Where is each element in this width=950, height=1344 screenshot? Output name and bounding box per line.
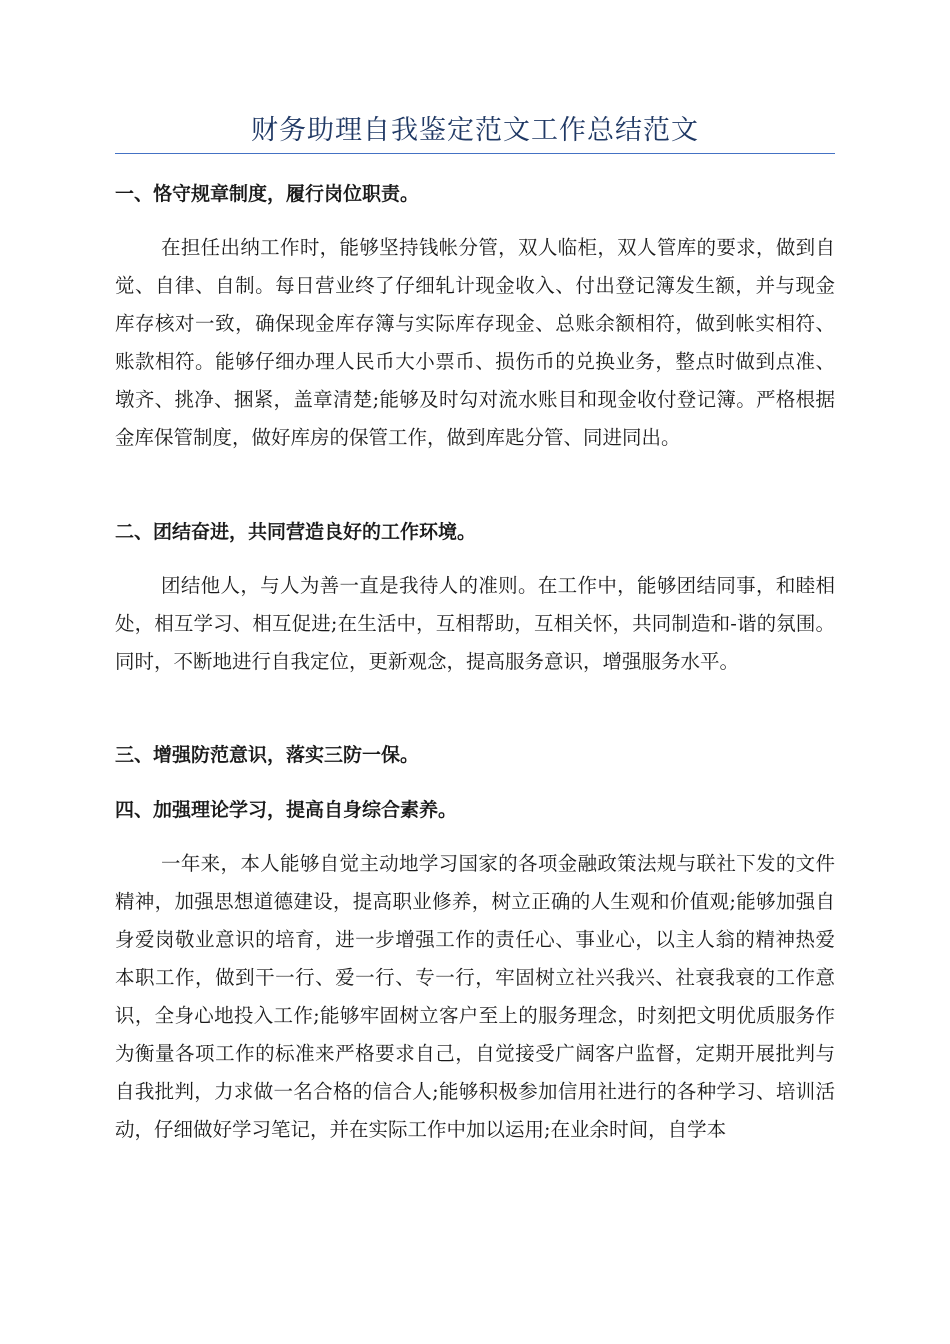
section-heading-4: 四、加强理论学习，提高自身综合素养。 — [115, 799, 458, 821]
section-body-4: 一年来，本人能够自觉主动地学习国家的各项金融政策法规与联社下发的文件精神，加强思想道德建设，提高职业修养，树立正确的人生观和价值观;能够加强自身爱岗敬业意识的培育，进一步增强工作的责任心、事业心，以主人翁的精神热爱本职工作，做到干一行、爱一行、专一行，牢固树立社兴我兴、社衰我衰的工作意识，全身心地投入工作;能够牢固树立客户至上的服务理念，时刻把文明优质服务作为衡量各项工作的标准来严格要求自己，自觉接受广阔客户监督，定期开展批判与自我批判，力求做一名合格的信合人;能够积极参加信用社进行的各种学习、培训活动，仔细做好学习笔记，并在实际工作中加以运用;在业余时间，自学本 — [115, 852, 835, 1141]
document-title: 财务助理自我鉴定范文工作总结范文 — [251, 115, 699, 146]
section-heading-1: 一、恪守规章制度，履行岗位职责。 — [115, 183, 420, 205]
section-body-2: 团结他人，与人为善一直是我待人的准则。在工作中，能够团结同事，和睦相处，相互学习、相互促进;在生活中，互相帮助，互相关怀，共同制造和-谐的氛围。同时，不断地进行自我定位，更新观念，提高服务意识，增强服务水平。 — [115, 574, 835, 673]
section-body-1: 在担任出纳工作时，能够坚持钱帐分管，双人临柜，双人管库的要求，做到自觉、自律、自制。每日营业终了仔细轧计现金收入、付出登记簿发生额，并与现金库存核对一致，确保现金库存簿与实际库存现金、总账余额相符，做到帐实相符、账款相符。能够仔细办理人民币大小票币、损伤币的兑换业务，整点时做到点准、墩齐、挑净、捆紧，盖章清楚;能够及时勾对流水账目和现金收付登记簿。严格根据金库保管制度，做好库房的保管工作，做到库匙分管、同进同出。 — [115, 236, 835, 449]
title-underline — [115, 153, 835, 154]
section-heading-3: 三、增强防范意识，落实三防一保。 — [115, 744, 420, 766]
section-heading-2: 二、团结奋进，共同营造良好的工作环境。 — [115, 521, 477, 543]
